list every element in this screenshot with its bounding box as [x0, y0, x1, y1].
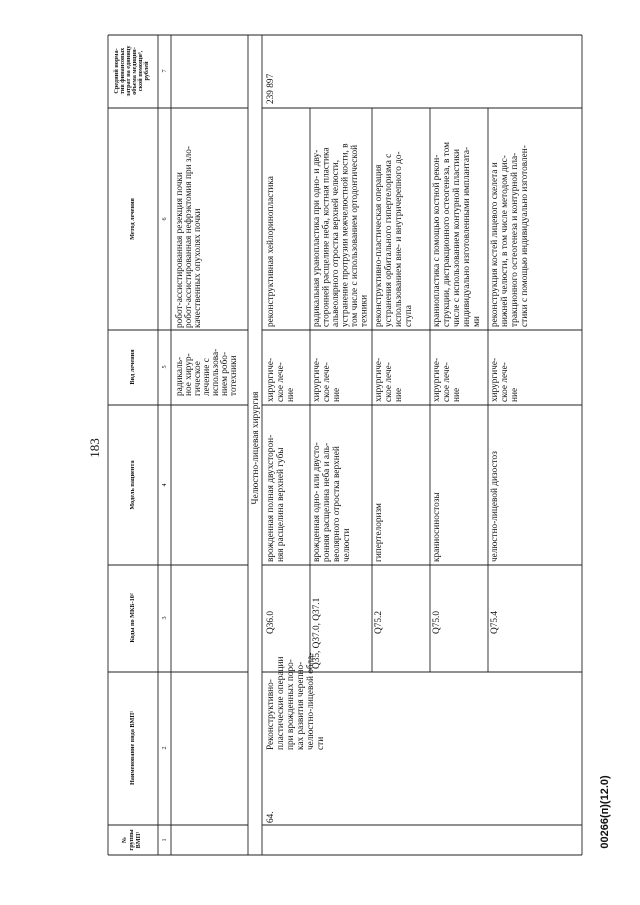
header-method-text: Метод лечения: [129, 198, 136, 240]
cell-line: краниосиностозы: [432, 492, 442, 562]
cell-line: техники: [359, 294, 370, 327]
header-method: [129, 197, 136, 239]
cell-line: ное хирур-: [184, 353, 194, 396]
header-group-line: ВМП¹: [135, 831, 142, 849]
cell-line: хирургиче-: [432, 357, 442, 402]
group-number: 64.: [266, 811, 276, 823]
cell-line: челюстно-лицевой обла-: [306, 652, 316, 750]
header-group-line: группы: [128, 829, 135, 851]
cell-line: няя расщелина верхней губы: [276, 447, 286, 562]
table-row: [312, 143, 370, 669]
cell-line: ние: [394, 387, 404, 402]
cell-line: хирургиче-: [266, 357, 276, 402]
cell-line: ское лече-: [500, 362, 510, 402]
cell-line: ступа: [404, 305, 414, 327]
header-mkb-text: Коды по МКБ-10²: [129, 593, 136, 643]
header-name-text: Наименование вида ВМП¹: [129, 710, 136, 786]
cell-line: качественных опухолях почки: [193, 208, 203, 328]
cell-line: хирургиче-: [312, 357, 322, 402]
column-numbers: [161, 69, 168, 841]
cell-line: хирургиче-: [374, 357, 384, 402]
cell-line: радикаль-: [175, 356, 185, 396]
cell-line: врожденная одно- или двусто-: [312, 442, 322, 562]
mkb-code: Q75.2: [374, 611, 384, 634]
cell-line: врожденная полная двухсторон-: [266, 434, 276, 562]
cell-line: челюстно-лицевой дизостоз: [490, 451, 500, 562]
table-row: [431, 142, 482, 634]
cell-line: ское лече-: [384, 362, 394, 402]
cell-line: при врожденных поро-: [286, 659, 296, 750]
col-number-5: 5: [161, 365, 168, 369]
cell-line: робот-ассистированная резекция почки: [175, 172, 185, 328]
col-number-2: 2: [161, 746, 168, 750]
cell-line: реконструктивно-пластическая операция: [374, 164, 384, 327]
cell-line: веолярного отростка верхней: [332, 446, 342, 562]
cell-line: реконструктивная хейлоринопластика: [266, 176, 276, 327]
cell-line: нием робо-: [220, 351, 230, 396]
section-title: Челюстно-лицевая хирургия: [251, 391, 261, 505]
cell-line: Реконструктивно-: [266, 679, 276, 750]
cell-line: нижней челюсти, в том числе методом дис-: [500, 155, 510, 327]
cell-line: индивидуально изготовленными имплантата-: [462, 146, 472, 327]
cell-line: хирургиче-: [490, 357, 500, 402]
cell-line: пластические операции: [276, 656, 286, 750]
header-cost-line: Средний норма-: [113, 48, 120, 94]
cell-line: сти: [316, 736, 326, 750]
cell-line: ние: [332, 387, 342, 402]
cell-line: тракционного остеогенеза и контурной пла-: [510, 152, 520, 327]
header-name: [129, 711, 136, 785]
header-group: [121, 829, 142, 850]
header-cost: [113, 45, 150, 97]
header-type-text: Вид лечения: [129, 349, 136, 385]
header-type: [129, 349, 136, 385]
cell-line: использова-: [211, 348, 221, 396]
cell-line: сторонней расщелине неба, костная пластика: [321, 147, 332, 327]
mkb-code: Q75.0: [432, 611, 442, 634]
mkb-code: Q35, Q37.0, Q37.1: [312, 597, 322, 669]
header-cost-line: рублей: [143, 61, 150, 81]
table-row: [174, 146, 239, 396]
cell-line: робот-ассистированная нефрэктомия при зло-: [184, 146, 194, 328]
cell-line: ние: [286, 387, 296, 402]
cell-line: ках развития черепно-: [296, 661, 306, 750]
header-cost-line: ской помощи³,: [137, 50, 144, 92]
cell-line: использованием вне- и внутричерепного до-: [394, 151, 404, 327]
cell-line: гическое: [193, 361, 203, 396]
cell-line: реконструкция костей лицевого скелета и: [490, 162, 500, 327]
cell-line: стики с помощью индивидуально изготовлен-: [520, 145, 530, 327]
col-number-7: 7: [161, 69, 168, 73]
cell-line: ское лече-: [442, 362, 452, 402]
col-number-6: 6: [161, 217, 168, 221]
header-cost-line: тив финансовых: [119, 47, 126, 95]
cell-line: ское лече-: [322, 362, 332, 402]
cell-line: струкции, дистракционного остеогенеза, в том: [442, 142, 452, 327]
cell-line: гипертелоризм: [374, 503, 384, 562]
mkb-code: Q75.4: [490, 611, 500, 634]
cost-value: 239 897: [266, 73, 276, 104]
cell-line: радикальная уранопластика при одно- и дву-: [312, 149, 322, 327]
cell-line: краниопластика с помощью костной рекон-: [432, 154, 442, 327]
col-number-1: 1: [161, 838, 168, 842]
header-cost-line: затрат на единицу: [125, 45, 132, 97]
col-number-3: 3: [161, 616, 168, 620]
header-model: [129, 460, 136, 509]
cell-line: ние: [452, 387, 462, 402]
cell-line: тотехники: [229, 355, 239, 396]
cell-line: том числе с использованием ортодонтической: [350, 144, 360, 327]
page-number: 183: [87, 438, 102, 458]
table-row: [374, 151, 414, 634]
table-row: [489, 145, 530, 634]
cell-line: альвеолярного отростка верхней челюсти,: [331, 159, 341, 327]
cell-line: челюсти: [342, 528, 352, 562]
cell-line: лечение с: [202, 358, 212, 396]
col-number-4: 4: [161, 483, 168, 487]
header-mkb: [129, 593, 136, 642]
cell-line: ронняя расщелина неба и аль-: [322, 442, 332, 562]
cell-line: ское лече-: [276, 362, 286, 402]
cell-line: устранения орбитального гипертелоризма с: [384, 153, 394, 327]
document-code: 00266(п)(12.0): [599, 775, 611, 849]
mkb-code: Q36.0: [266, 611, 276, 634]
cell-line: устранение протрузии межчелюстной кости, в: [340, 143, 351, 327]
cell-line: ми: [472, 316, 482, 327]
cell-line: ние: [510, 387, 520, 402]
header-model-text: Модель пациента: [129, 460, 136, 510]
header-cost-line: объема медицин-: [131, 47, 138, 95]
cell-line: числе с использованием контурной пластики: [452, 149, 462, 327]
header-group-line: №: [121, 836, 128, 844]
